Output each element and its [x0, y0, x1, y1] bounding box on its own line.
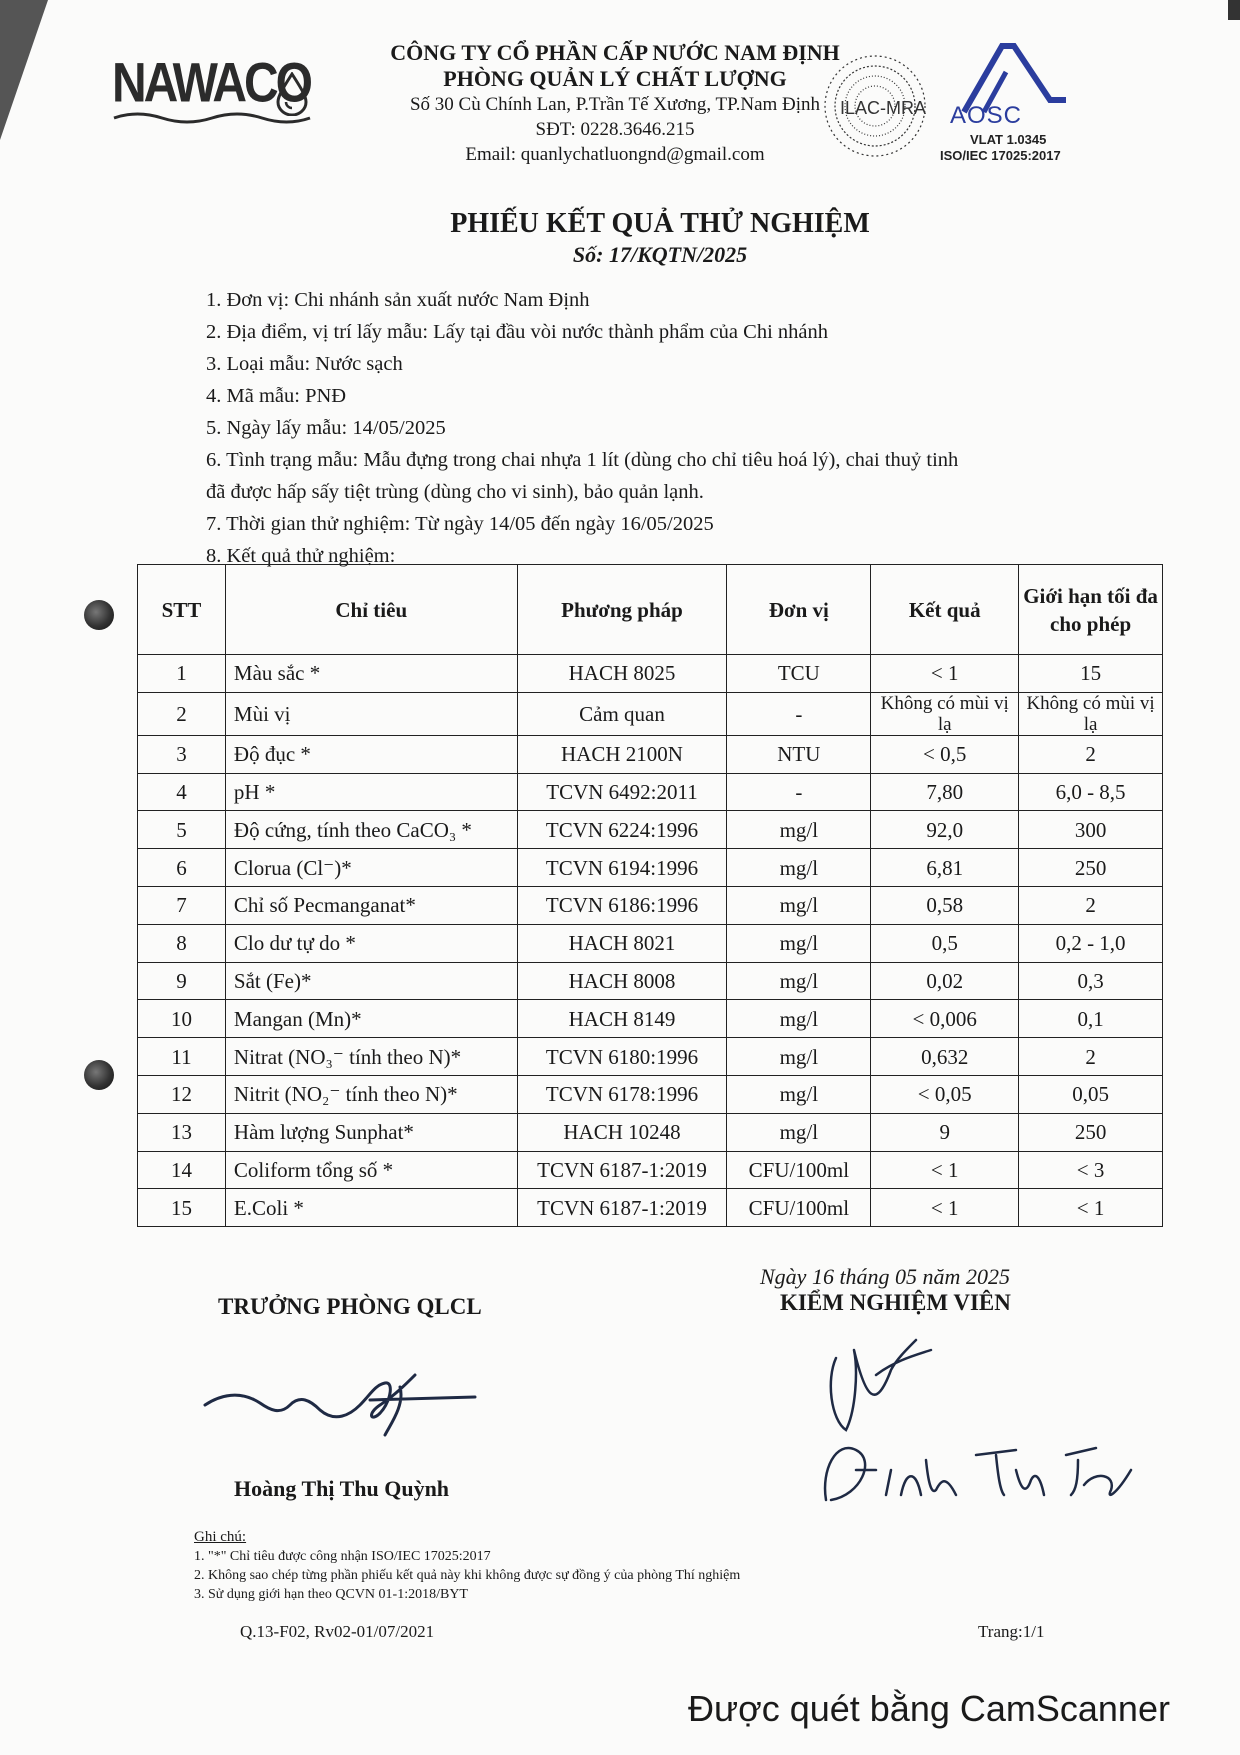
cell-stt: 6: [138, 849, 226, 887]
info-line: 7. Thời gian thử nghiệm: Từ ngày 14/05 đến ngày 16/05/2025: [206, 513, 714, 535]
aosc-standard: ISO/IEC 17025:2017: [940, 148, 1061, 163]
aosc-accreditation-mark: [940, 40, 1090, 170]
signing-date: Ngày 16 tháng 05 năm 2025: [760, 1264, 1010, 1289]
cell-result: < 0,5: [871, 735, 1019, 773]
table-row: [138, 1151, 1163, 1189]
table-row: [138, 1113, 1163, 1151]
cell-result: 7,80: [871, 773, 1019, 811]
cell-stt: 15: [138, 1189, 226, 1227]
cell-result: 0,02: [871, 962, 1019, 1000]
cell-unit: CFU/100ml: [727, 1189, 871, 1227]
cell-method: HACH 8021: [517, 924, 727, 962]
info-line: 5. Ngày lấy mẫu: 14/05/2025: [206, 417, 446, 439]
scan-edge-mark: [1228, 0, 1240, 20]
cell-limit: 300: [1019, 811, 1163, 849]
note-item: 1. "*" Chỉ tiêu được công nhận ISO/IEC 17025:2017: [194, 1549, 491, 1564]
nawaco-logo: [112, 46, 312, 126]
notes-heading: Ghi chú:: [194, 1529, 247, 1545]
table-row: [138, 1075, 1163, 1113]
cell-method: HACH 2100N: [517, 735, 727, 773]
cell-name: E.Coli *: [225, 1189, 517, 1227]
cell-name: Độ đục *: [225, 735, 517, 773]
cell-limit: < 3: [1019, 1151, 1163, 1189]
cell-stt: 5: [138, 811, 226, 849]
table-row: [138, 1000, 1163, 1038]
info-line: 3. Loại mẫu: Nước sạch: [206, 353, 403, 375]
cell-method: TCVN 6178:1996: [517, 1075, 727, 1113]
cell-method: HACH 8008: [517, 962, 727, 1000]
cell-name: Clorua (Cl⁻)*: [225, 849, 517, 887]
cell-result: < 1: [871, 1189, 1019, 1227]
table-row: [138, 811, 1163, 849]
head-of-department-title: TRƯỞNG PHÒNG QLCL: [218, 1294, 482, 1319]
table-row: [138, 886, 1163, 924]
cell-stt: 10: [138, 1000, 226, 1038]
cell-method: TCVN 6492:2011: [517, 773, 727, 811]
cell-limit: 2: [1019, 1038, 1163, 1076]
cell-result: < 1: [871, 655, 1019, 693]
table-row: [138, 962, 1163, 1000]
header-stt: STT: [138, 565, 226, 655]
company-name: CÔNG TY CỔ PHẦN CẤP NƯỚC NAM ĐỊNH: [390, 40, 840, 65]
table-row: [138, 849, 1163, 887]
table-row: [138, 1189, 1163, 1227]
cell-stt: 8: [138, 924, 226, 962]
cell-unit: mg/l: [727, 924, 871, 962]
table-row: [138, 655, 1163, 693]
logo-wave-icon: [112, 110, 312, 126]
cell-method: TCVN 6194:1996: [517, 849, 727, 887]
document-title: PHIẾU KẾT QUẢ THỬ NGHIỆM: [450, 208, 870, 239]
cell-unit: mg/l: [727, 1075, 871, 1113]
cell-unit: mg/l: [727, 1113, 871, 1151]
cell-result: 92,0: [871, 811, 1019, 849]
table-row: [138, 692, 1163, 735]
table-row: [138, 773, 1163, 811]
cell-method: TCVN 6187-1:2019: [517, 1189, 727, 1227]
company-address: Số 30 Cù Chính Lan, P.Trần Tế Xương, TP.Nam Định: [409, 94, 821, 115]
cell-name: pH *: [225, 773, 517, 811]
cell-method: HACH 8149: [517, 1000, 727, 1038]
cell-limit: < 1: [1019, 1189, 1163, 1227]
ilac-mra-stamp-icon: [820, 44, 940, 174]
cell-method: TCVN 6186:1996: [517, 886, 727, 924]
cell-method: HACH 8025: [517, 655, 727, 693]
cell-method: TCVN 6224:1996: [517, 811, 727, 849]
cell-name: Sắt (Fe)*: [225, 962, 517, 1000]
cell-limit: 0,1: [1019, 1000, 1163, 1038]
cell-name: Màu sắc *: [225, 655, 517, 693]
cell-result: Không có mùi vị lạ: [871, 692, 1019, 735]
cell-method: TCVN 6180:1996: [517, 1038, 727, 1076]
cell-name: Clo dư tự do *: [225, 924, 517, 962]
inspector-signature: [816, 1330, 1146, 1510]
cell-name: Nitrat (NO₃⁻ tính theo N)*: [225, 1038, 517, 1076]
cell-unit: mg/l: [727, 849, 871, 887]
table-header-row: [138, 565, 1163, 655]
cell-limit: 250: [1019, 1113, 1163, 1151]
camscanner-watermark: Được quét bằng CamScanner: [688, 1688, 1170, 1729]
cell-limit: 15: [1019, 655, 1163, 693]
results-table: [137, 564, 1163, 1227]
cell-name: Mangan (Mn)*: [225, 1000, 517, 1038]
company-header: [360, 40, 870, 167]
info-line: 2. Địa điểm, vị trí lấy mẫu: Lấy tại đầu vòi nước thành phẩm của Chi nhánh: [206, 321, 828, 343]
header-name: Chỉ tiêu: [225, 565, 517, 655]
cell-stt: 13: [138, 1113, 226, 1151]
punch-hole-top: [84, 600, 114, 630]
cell-result: 0,632: [871, 1038, 1019, 1076]
cell-unit: mg/l: [727, 811, 871, 849]
header-unit: Đơn vị: [727, 565, 871, 655]
cell-limit: Không có mùi vị lạ: [1019, 692, 1163, 735]
logo-text: NAWACO: [112, 53, 310, 114]
cell-result: 6,81: [871, 849, 1019, 887]
company-phone: SĐT: 0228.3646.215: [535, 119, 695, 140]
form-code: Q.13-F02, Rv02-01/07/2021: [240, 1622, 435, 1641]
notes-section: [194, 1528, 740, 1604]
cell-limit: 6,0 - 8,5: [1019, 773, 1163, 811]
page-number: Trang:1/1: [978, 1622, 1045, 1641]
cell-name: Chỉ số Pecmanganat*: [225, 886, 517, 924]
results-body: [138, 655, 1163, 1227]
cell-unit: TCU: [727, 655, 871, 693]
cell-name: Độ cứng, tính theo CaCO₃ *: [225, 811, 517, 849]
cell-result: 9: [871, 1113, 1019, 1151]
cell-stt: 1: [138, 655, 226, 693]
cell-name: Nitrit (NO₂⁻ tính theo N)*: [225, 1075, 517, 1113]
note-item: 3. Sử dụng giới hạn theo QCVN 01-1:2018/BYT: [194, 1587, 468, 1602]
cell-stt: 9: [138, 962, 226, 1000]
cell-unit: mg/l: [727, 886, 871, 924]
company-email: Email: quanlychatluongnd@gmail.com: [465, 144, 765, 165]
cell-stt: 3: [138, 735, 226, 773]
cell-stt: 7: [138, 886, 226, 924]
cell-stt: 2: [138, 692, 226, 735]
inspector-title: KIỂM NGHIỆM VIÊN: [780, 1290, 1011, 1315]
cell-stt: 11: [138, 1038, 226, 1076]
cell-name: Hàm lượng Sunphat*: [225, 1113, 517, 1151]
cell-unit: NTU: [727, 735, 871, 773]
cell-method: HACH 10248: [517, 1113, 727, 1151]
table-row: [138, 924, 1163, 962]
cell-method: TCVN 6187-1:2019: [517, 1151, 727, 1189]
header-limit: Giới hạn tối đa cho phép: [1019, 565, 1163, 655]
table-row: [138, 735, 1163, 773]
stamp-label: ILAC-MRA: [840, 98, 927, 118]
cell-stt: 14: [138, 1151, 226, 1189]
cell-stt: 12: [138, 1075, 226, 1113]
header-method: Phương pháp: [517, 565, 727, 655]
cell-unit: -: [727, 692, 871, 735]
head-of-department-name: Hoàng Thị Thu Quỳnh: [234, 1476, 450, 1501]
cell-unit: -: [727, 773, 871, 811]
cell-result: < 0,05: [871, 1075, 1019, 1113]
aosc-name: AOSC: [950, 102, 1023, 129]
cell-name: Coliform tổng số *: [225, 1151, 517, 1189]
head-of-department-signature: [200, 1355, 480, 1445]
info-line: 8. Kết quả thử nghiệm:: [206, 545, 396, 567]
cell-result: < 1: [871, 1151, 1019, 1189]
table-row: [138, 1038, 1163, 1076]
cell-limit: 250: [1019, 849, 1163, 887]
cell-limit: 0,05: [1019, 1075, 1163, 1113]
header-result: Kết quả: [871, 565, 1019, 655]
info-line: 1. Đơn vị: Chi nhánh sản xuất nước Nam Định: [206, 289, 590, 311]
cell-result: 0,5: [871, 924, 1019, 962]
aosc-code: VLAT 1.0345: [970, 132, 1047, 147]
cell-unit: mg/l: [727, 1000, 871, 1038]
cell-unit: CFU/100ml: [727, 1151, 871, 1189]
sample-info: [206, 284, 1116, 572]
punch-hole-bottom: [84, 1060, 114, 1090]
report-number: Số: 17/KQTN/2025: [572, 242, 748, 267]
cell-result: 0,58: [871, 886, 1019, 924]
cell-limit: 0,3: [1019, 962, 1163, 1000]
cell-name: Mùi vị: [225, 692, 517, 735]
cell-result: < 0,006: [871, 1000, 1019, 1038]
scan-corner-shadow: [0, 0, 48, 140]
info-line: đã được hấp sấy tiệt trùng (dùng cho vi sinh), bảo quản lạnh.: [206, 481, 704, 503]
cell-limit: 0,2 - 1,0: [1019, 924, 1163, 962]
note-item: 2. Không sao chép từng phần phiếu kết quả này khi không được sự đồng ý của phòng Thí nghiệm: [194, 1568, 741, 1583]
cell-unit: mg/l: [727, 1038, 871, 1076]
info-line: 6. Tình trạng mẫu: Mẫu đựng trong chai nhựa 1 lít (dùng cho chỉ tiêu hoá lý), chai thuỷ tinh: [206, 449, 959, 471]
cell-stt: 4: [138, 773, 226, 811]
cell-limit: 2: [1019, 735, 1163, 773]
info-line: 4. Mã mẫu: PNĐ: [206, 385, 347, 407]
department-name: PHÒNG QUẢN LÝ CHẤT LƯỢNG: [443, 66, 787, 91]
cell-limit: 2: [1019, 886, 1163, 924]
cell-method: Cảm quan: [517, 692, 727, 735]
cell-unit: mg/l: [727, 962, 871, 1000]
